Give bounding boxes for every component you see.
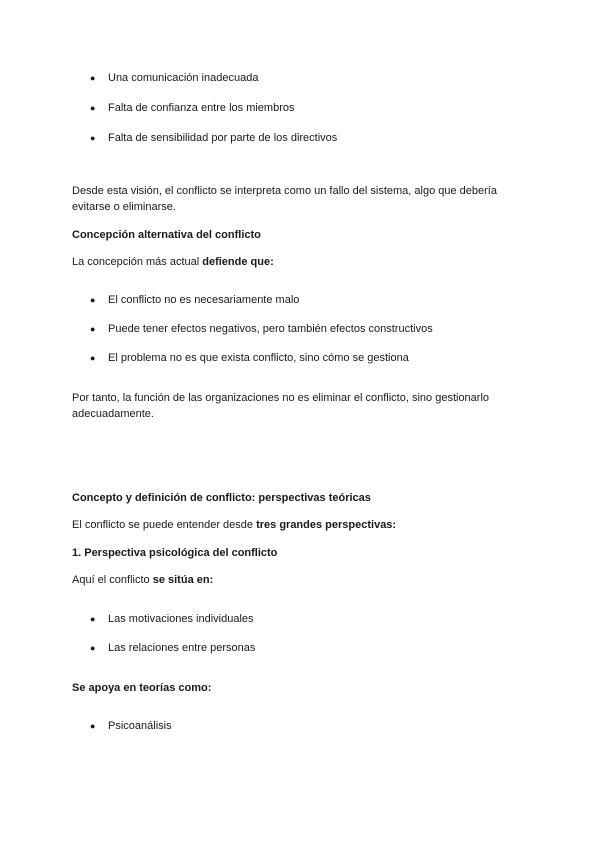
bullet-icon: ● [90,614,96,624]
list-item: El conflicto no es necesariamente malo [108,294,300,306]
bullet-icon: ● [90,295,96,305]
bullet-icon: ● [90,73,96,83]
bullet-icon: ● [90,133,96,143]
section-heading: Concepción alternativa del conflicto [72,229,261,241]
paragraph: Por tanto, la función de las organizaciones no es eliminar el conflicto, sino gestionarlo adecuadamente. [72,392,490,420]
list-item: Una comunicación inadecuada [108,72,259,84]
subsection-heading: Se apoya en teorías como: [72,682,212,694]
bullet-icon: ● [90,721,96,731]
list-item: Las motivaciones individuales [108,613,254,625]
bullet-icon: ● [90,103,96,113]
intro-bold: se sitúa en: [152,574,214,586]
intro-text: La concepción más actual [72,256,203,268]
intro-line [72,517,396,533]
intro-line [72,572,213,588]
intro-text: Aquí el conflicto [72,574,153,586]
intro-bold: defiende que: [202,256,274,268]
bullet-icon: ● [90,643,96,653]
intro-bold: tres grandes perspectivas: [256,519,397,531]
bullet-icon: ● [90,324,96,334]
list-item: El problema no es que exista conflicto, sino cómo se gestiona [108,352,409,364]
section-heading: Concepto y definición de conflicto: perspectivas teóricas [72,492,371,504]
subsection-heading: 1. Perspectiva psicológica del conflicto [72,547,278,559]
list-item: Las relaciones entre personas [108,642,256,654]
intro-text: El conflicto se puede entender desde [72,519,257,531]
intro-line [72,254,274,270]
list-item: Falta de confianza entre los miembros [108,102,295,114]
paragraph: Desde esta visión, el conflicto se interpreta como un fallo del sistema, algo que debería evitarse o eliminarse. [72,185,497,213]
list-item: Falta de sensibilidad por parte de los directivos [108,132,338,144]
list-item: Puede tener efectos negativos, pero también efectos constructivos [108,323,433,335]
list-item: Psicoanálisis [108,720,172,732]
bullet-icon: ● [90,353,96,363]
